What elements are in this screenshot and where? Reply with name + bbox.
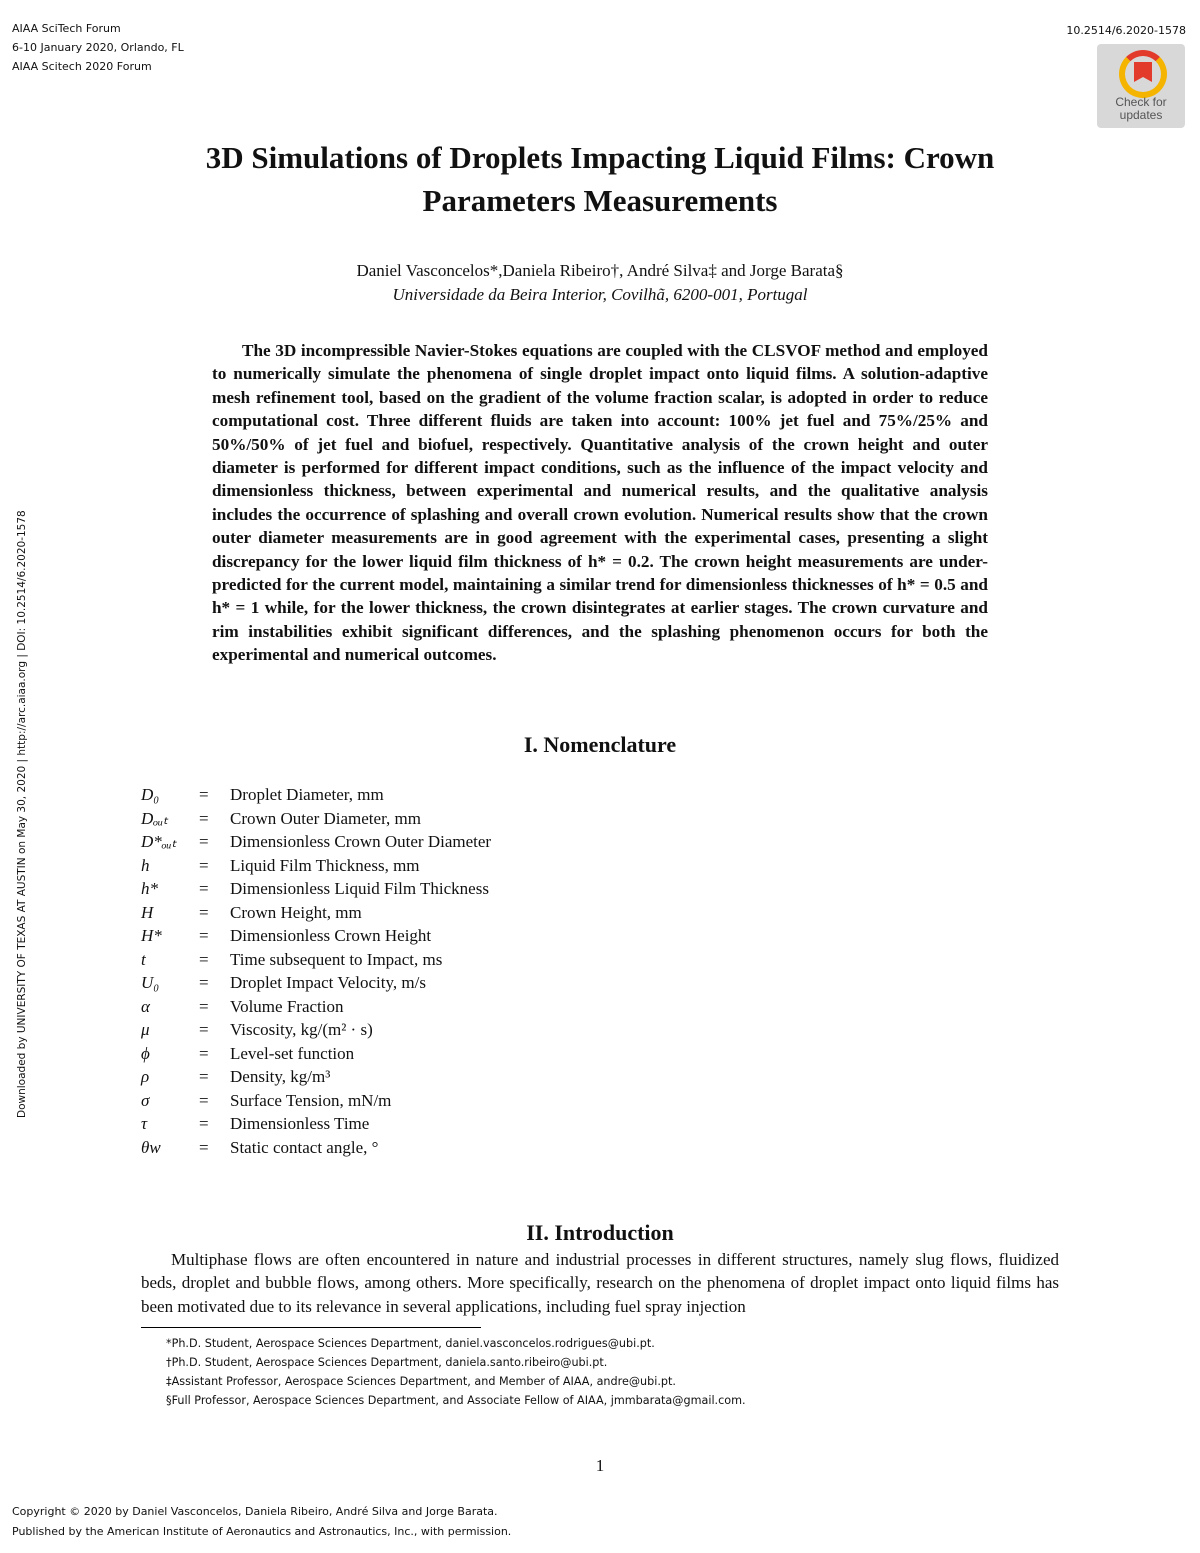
- badge-line-1: Check for: [1115, 95, 1167, 109]
- nom-symbol: h*: [141, 879, 158, 898]
- nom-definition: Dimensionless Crown Outer Diameter: [230, 832, 492, 851]
- paper-title: [150, 136, 1050, 222]
- nom-symbol: μ: [141, 1020, 150, 1039]
- page-number: 1: [595, 1456, 605, 1475]
- nom-equals: =: [199, 902, 209, 922]
- introduction-text: Multiphase flows are often encountered in nature and industrial processes in different structures, namely slug flows, fluidized beds, droplet and bubble flows, among others. More specifically, research on the phenomena of droplet impact onto liquid films has been motivated due to its relevance in several applications, including fuel spray injection: [141, 1250, 1059, 1316]
- nom-equals: =: [199, 926, 209, 945]
- title-line-1: 3D Simulations of Droplets Impacting Liquid Films: Crown: [205, 140, 995, 175]
- nom-definition: Level-set function: [230, 1043, 355, 1063]
- nom-definition: Liquid Film Thickness, mm: [230, 855, 420, 875]
- nom-symbol: σ: [141, 1090, 150, 1110]
- nom-equals: =: [199, 879, 209, 898]
- nomenclature-heading: I. Nomenclature: [523, 732, 677, 757]
- nom-symbol: ρ: [141, 1067, 150, 1086]
- footnote: ‡Assistant Professor, Aerospace Sciences Department, and Member of AIAA, andre@ubi.pt.: [166, 1375, 676, 1388]
- footnote: *Ph.D. Student, Aerospace Sciences Department, daniel.vasconcelos.rodrigues@ubi.pt.: [166, 1337, 655, 1350]
- nom-equals: =: [199, 949, 209, 969]
- nom-symbol: α: [141, 996, 150, 1016]
- nom-symbol: t: [141, 949, 146, 969]
- nom-definition: Crown Height, mm: [230, 902, 362, 922]
- badge-line-2: updates: [1119, 108, 1163, 122]
- nom-symbol: h: [141, 855, 150, 875]
- nom-symbol: D*ₒᵤₜ: [141, 832, 177, 851]
- nom-symbol: U₀: [141, 973, 160, 992]
- nom-equals: =: [199, 832, 209, 851]
- author-list: Daniel Vasconcelos*,Daniela Ribeiro†, André Silva‡ and Jorge Barata§: [356, 261, 844, 280]
- title-line-2: Parameters Measurements: [422, 183, 778, 218]
- nom-equals: =: [199, 855, 209, 875]
- nom-symbol: H*: [141, 926, 162, 945]
- nom-equals: =: [199, 1114, 209, 1133]
- nom-equals: =: [199, 1043, 209, 1063]
- nom-definition: Static contact angle, °: [230, 1137, 379, 1157]
- download-watermark: Downloaded by UNIVERSITY OF TEXAS AT AUSTIN on May 30, 2020 | http://arc.aiaa.org | DOI: 10.2514/6.2020-1578: [16, 510, 28, 1118]
- nom-symbol: Dₒᵤₜ: [141, 808, 169, 828]
- doi-label[interactable]: 10.2514/6.2020-1578: [1066, 24, 1186, 37]
- copyright-notice: [12, 1502, 511, 1542]
- nom-definition: Density, kg/m³: [230, 1067, 331, 1086]
- nom-definition: Viscosity, kg/(m² · s): [230, 1020, 373, 1039]
- nom-symbol: ϕ: [141, 1043, 150, 1063]
- affiliation: Universidade da Beira Interior, Covilhã, 6200-001, Portugal: [392, 285, 808, 304]
- conference-dates: 6-10 January 2020, Orlando, FL: [12, 41, 184, 54]
- nom-definition: Droplet Impact Velocity, m/s: [230, 973, 426, 992]
- nom-definition: Droplet Diameter, mm: [230, 785, 384, 804]
- introduction-heading: II. Introduction: [526, 1220, 674, 1245]
- conference-name: AIAA SciTech Forum: [12, 22, 121, 35]
- nom-equals: =: [199, 1067, 209, 1086]
- nom-definition: Time subsequent to Impact, ms: [230, 949, 443, 969]
- nom-equals: =: [199, 1090, 209, 1110]
- publisher-line: Published by the American Institute of Aeronautics and Astronautics, Inc., with permission.: [12, 1525, 512, 1538]
- nom-equals: =: [199, 996, 209, 1016]
- conference-forum: AIAA Scitech 2020 Forum: [12, 60, 152, 73]
- nom-definition: Dimensionless Time: [230, 1114, 370, 1133]
- copyright-line: Copyright © 2020 by Daniel Vasconcelos, Daniela Ribeiro, André Silva and Jorge Barata.: [12, 1505, 498, 1518]
- nom-definition: Surface Tension, mN/m: [230, 1090, 392, 1110]
- nom-definition: Dimensionless Crown Height: [230, 926, 432, 945]
- footnotes: [166, 1334, 746, 1410]
- nom-equals: =: [199, 785, 209, 804]
- nom-equals: =: [199, 808, 209, 828]
- nom-definition: Volume Fraction: [230, 996, 344, 1016]
- nom-definition: Dimensionless Liquid Film Thickness: [230, 879, 489, 898]
- nom-equals: =: [199, 1137, 209, 1157]
- footnote-divider: [141, 1327, 481, 1328]
- nom-symbol: τ: [141, 1114, 148, 1133]
- nom-equals: =: [199, 1020, 209, 1039]
- footnote: †Ph.D. Student, Aerospace Sciences Department, daniela.santo.ribeiro@ubi.pt.: [166, 1356, 608, 1369]
- abstract: The 3D incompressible Navier-Stokes equations are coupled with the CLSVOF method and employed to numerically simulate the phenomena of single droplet impact onto liquid films. A solution-adaptive mesh refinement tool, based on the gradient of the volume fraction scalar, is adopted in order to reduce computational cost. Three different fluids are taken into account: 100% jet fuel and 75%/25% and 50%/50% of jet fuel and biofuel, respectively. Quantitative analysis of the crown height and outer diameter is performed for different impact conditions, such as the influence of the impact velocity and dimensionless thickness, between experimental and numerical results, and the qualitative analysis includes the occurrence of splashing and overall crown evolution. Numerical results show that the crown outer diameter measurements are in good agreement with the experimental cases, presenting a slight discrepancy for the lower liquid film thickness of h* = 0.2. The crown height measurements are under-predicted for the current model, maintaining a similar trend for dimensionless thicknesses of h* = 0.5 and h* = 1 while, for the lower thickness, the crown disintegrates at earlier stages. The crown curvature and rim instabilities exhibit significant differences, and the splashing phenomenon occurs for both the experimental and numerical outcomes.: [212, 341, 988, 665]
- nom-equals: =: [199, 973, 209, 992]
- nom-definition: Crown Outer Diameter, mm: [230, 808, 421, 828]
- nom-symbol: D₀: [141, 785, 160, 804]
- nom-symbol: H: [141, 902, 154, 922]
- check-for-updates-badge[interactable]: [1097, 44, 1185, 128]
- nom-symbol: θw: [141, 1137, 161, 1157]
- footnote: §Full Professor, Aerospace Sciences Department, and Associate Fellow of AIAA, jmmbarata@gmail.com.: [166, 1394, 746, 1407]
